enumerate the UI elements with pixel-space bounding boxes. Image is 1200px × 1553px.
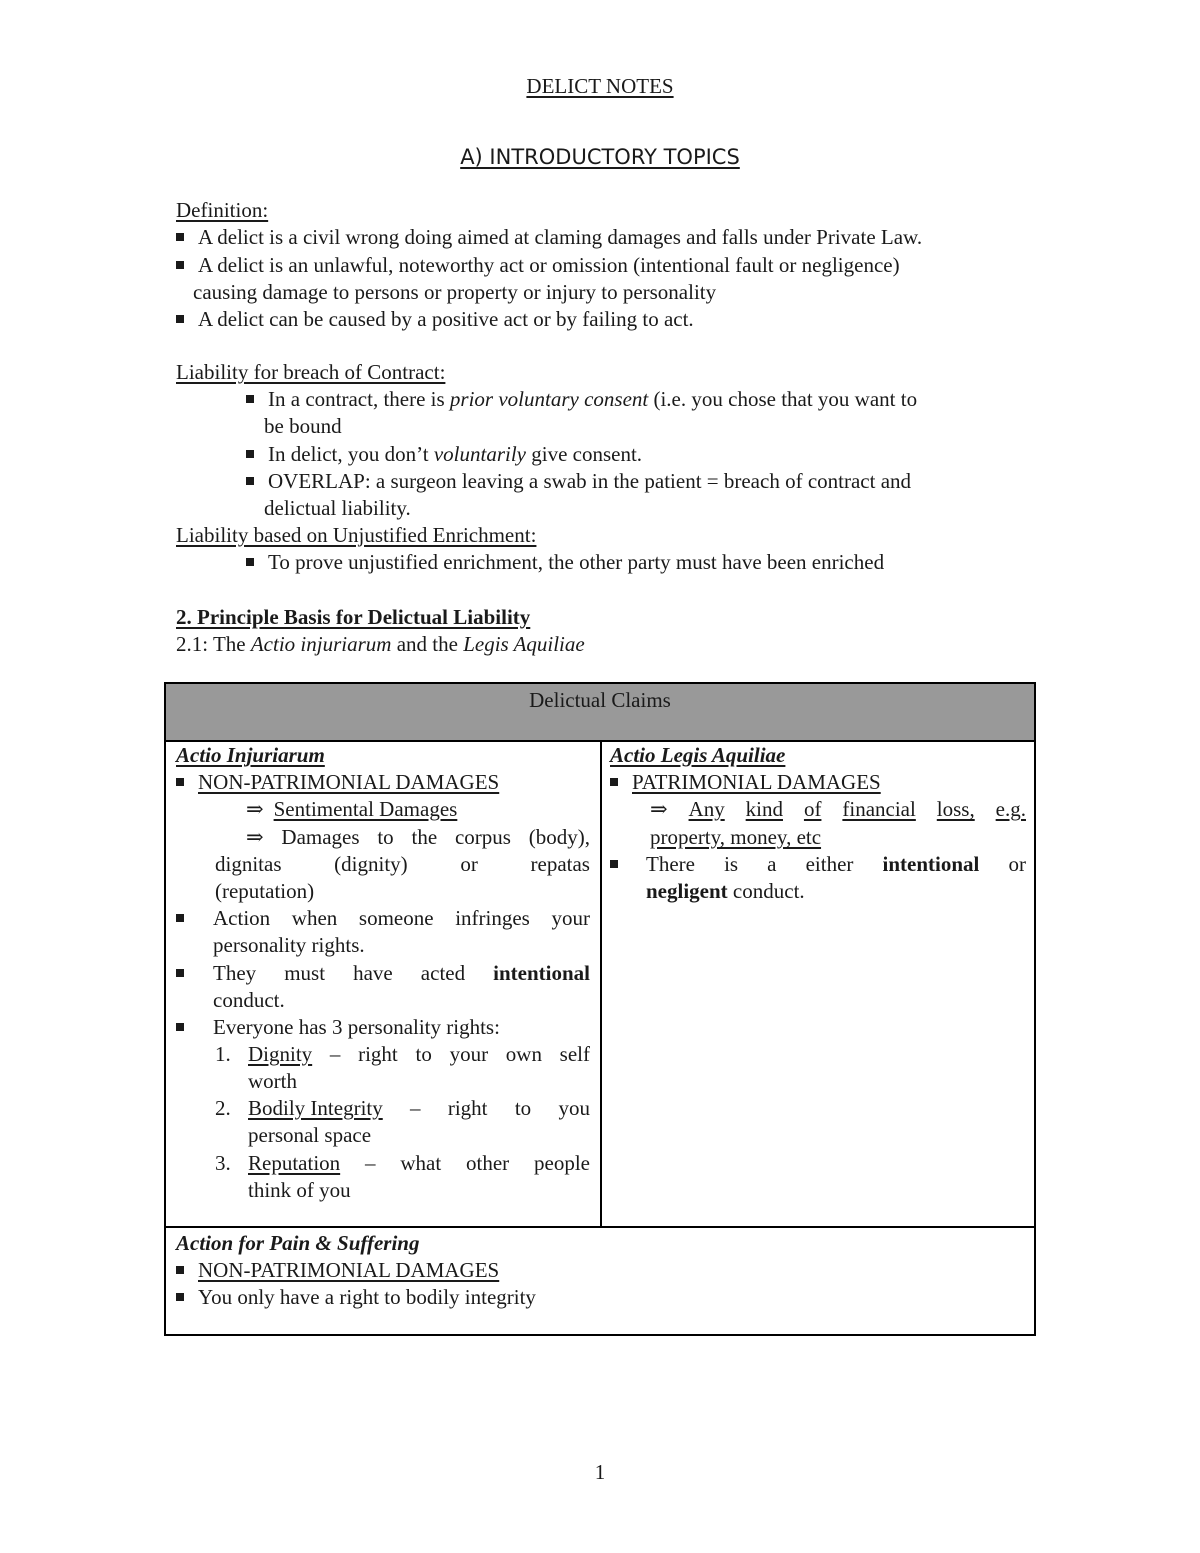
cell-title: Actio Injuriarum bbox=[176, 743, 325, 767]
list-item: OVERLAP: a surgeon leaving a swab in the patient = breach of contract and bbox=[246, 468, 911, 495]
bullet-icon bbox=[610, 851, 632, 878]
list-item-continuation: be bound bbox=[264, 414, 342, 438]
list-item: A delict is an unlawful, noteworthy act or omission (intentional fault or negligence) bbox=[176, 252, 900, 279]
bullet-icon bbox=[246, 395, 254, 403]
list-number: 3. bbox=[215, 1151, 231, 1175]
list-item-continuation: delictual liability. bbox=[264, 496, 411, 520]
bullet-icon bbox=[176, 261, 184, 269]
delictual-claims-table bbox=[164, 682, 1036, 1336]
section-2-heading: 2. Principle Basis for Delictual Liability bbox=[176, 605, 531, 629]
document-title: DELICT NOTES bbox=[526, 74, 674, 98]
list-item: In delict, you don’t voluntarily give consent. bbox=[246, 441, 642, 468]
list-number: 2. bbox=[215, 1096, 231, 1120]
bullet-icon bbox=[610, 778, 618, 786]
bullet-icon bbox=[246, 477, 254, 485]
enrichment-heading: Liability based on Unjustified Enrichment: bbox=[176, 523, 537, 547]
list-item-continuation: causing damage to persons or property or injury to personality bbox=[193, 280, 717, 304]
cell-title: Actio Legis Aquiliae bbox=[610, 743, 786, 767]
arrow-right-icon: ⇒ bbox=[650, 797, 668, 821]
bullet-icon bbox=[176, 778, 184, 786]
bullet-icon bbox=[176, 905, 198, 932]
arrow-right-icon: ⇒ bbox=[246, 825, 264, 849]
list-item: ⇒ Damages to the corpus (body), bbox=[246, 825, 590, 849]
table-column-divider bbox=[600, 740, 602, 1228]
list-item: Bodily Integrity – right to you bbox=[248, 1096, 590, 1120]
bullet-icon bbox=[176, 960, 198, 987]
list-item-continuation: negligent conduct. bbox=[646, 879, 805, 903]
list-item: In a contract, there is prior voluntary consent (i.e. you chose that you want to bbox=[246, 386, 917, 413]
list-item: A delict can be caused by a positive act or by failing to act. bbox=[176, 306, 694, 333]
bullet-icon bbox=[176, 1266, 184, 1274]
list-item: Reputation – what other people bbox=[248, 1151, 590, 1175]
list-item: You only have a right to bodily integrity bbox=[176, 1284, 536, 1311]
definition-heading: Definition: bbox=[176, 198, 269, 222]
list-item-continuation: personality rights. bbox=[213, 933, 365, 957]
list-item: Everyone has 3 personality rights: bbox=[213, 1015, 500, 1039]
list-item: A delict is a civil wrong doing aimed at claming damages and falls under Private Law. bbox=[176, 224, 922, 251]
bullet-icon bbox=[176, 1293, 184, 1301]
list-item-continuation: personal space bbox=[248, 1123, 372, 1147]
list-item-continuation: (reputation) bbox=[215, 879, 315, 903]
list-number: 1. bbox=[215, 1042, 231, 1066]
contract-heading: Liability for breach of Contract: bbox=[176, 360, 446, 384]
list-item: They must have acted intentional bbox=[213, 961, 590, 985]
list-item: NON-PATRIMONIAL DAMAGES bbox=[176, 1257, 499, 1284]
table-header: Delictual Claims bbox=[166, 684, 1034, 742]
list-item-continuation: conduct. bbox=[213, 988, 285, 1012]
table-row-divider bbox=[166, 1226, 1034, 1228]
bullet-icon bbox=[246, 558, 254, 566]
list-item-continuation: property, money, etc bbox=[650, 825, 822, 849]
list-item: To prove unjustified enrichment, the other party must have been enriched bbox=[246, 549, 884, 576]
arrow-right-icon: ⇒ bbox=[246, 797, 264, 821]
bullet-icon bbox=[176, 233, 184, 241]
list-item-continuation: think of you bbox=[248, 1178, 351, 1202]
section-a-heading: A) INTRODUCTORY TOPICS bbox=[460, 145, 740, 169]
bullet-icon bbox=[176, 1014, 198, 1041]
list-item: ⇒ Sentimental Damages bbox=[246, 797, 458, 821]
page-number: 1 bbox=[594, 1460, 606, 1484]
list-item: There is a either intentional or bbox=[646, 852, 1026, 876]
section-2-subheading: 2.1: The Actio injuriarum and the Legis Aquiliae bbox=[176, 632, 585, 656]
list-item: NON-PATRIMONIAL DAMAGES bbox=[176, 769, 499, 796]
list-item-continuation: dignitas (dignity) or repatas bbox=[215, 852, 590, 876]
list-item: PATRIMONIAL DAMAGES bbox=[610, 769, 881, 796]
bullet-icon bbox=[176, 315, 184, 323]
list-item: Action when someone infringes your bbox=[213, 906, 590, 930]
bullet-icon bbox=[246, 450, 254, 458]
list-item: ⇒ Any kind of financial loss, e.g. bbox=[650, 797, 1026, 821]
list-item-continuation: worth bbox=[248, 1069, 297, 1093]
list-item: Dignity – right to your own self bbox=[248, 1042, 590, 1066]
cell-title: Action for Pain & Suffering bbox=[176, 1231, 420, 1255]
